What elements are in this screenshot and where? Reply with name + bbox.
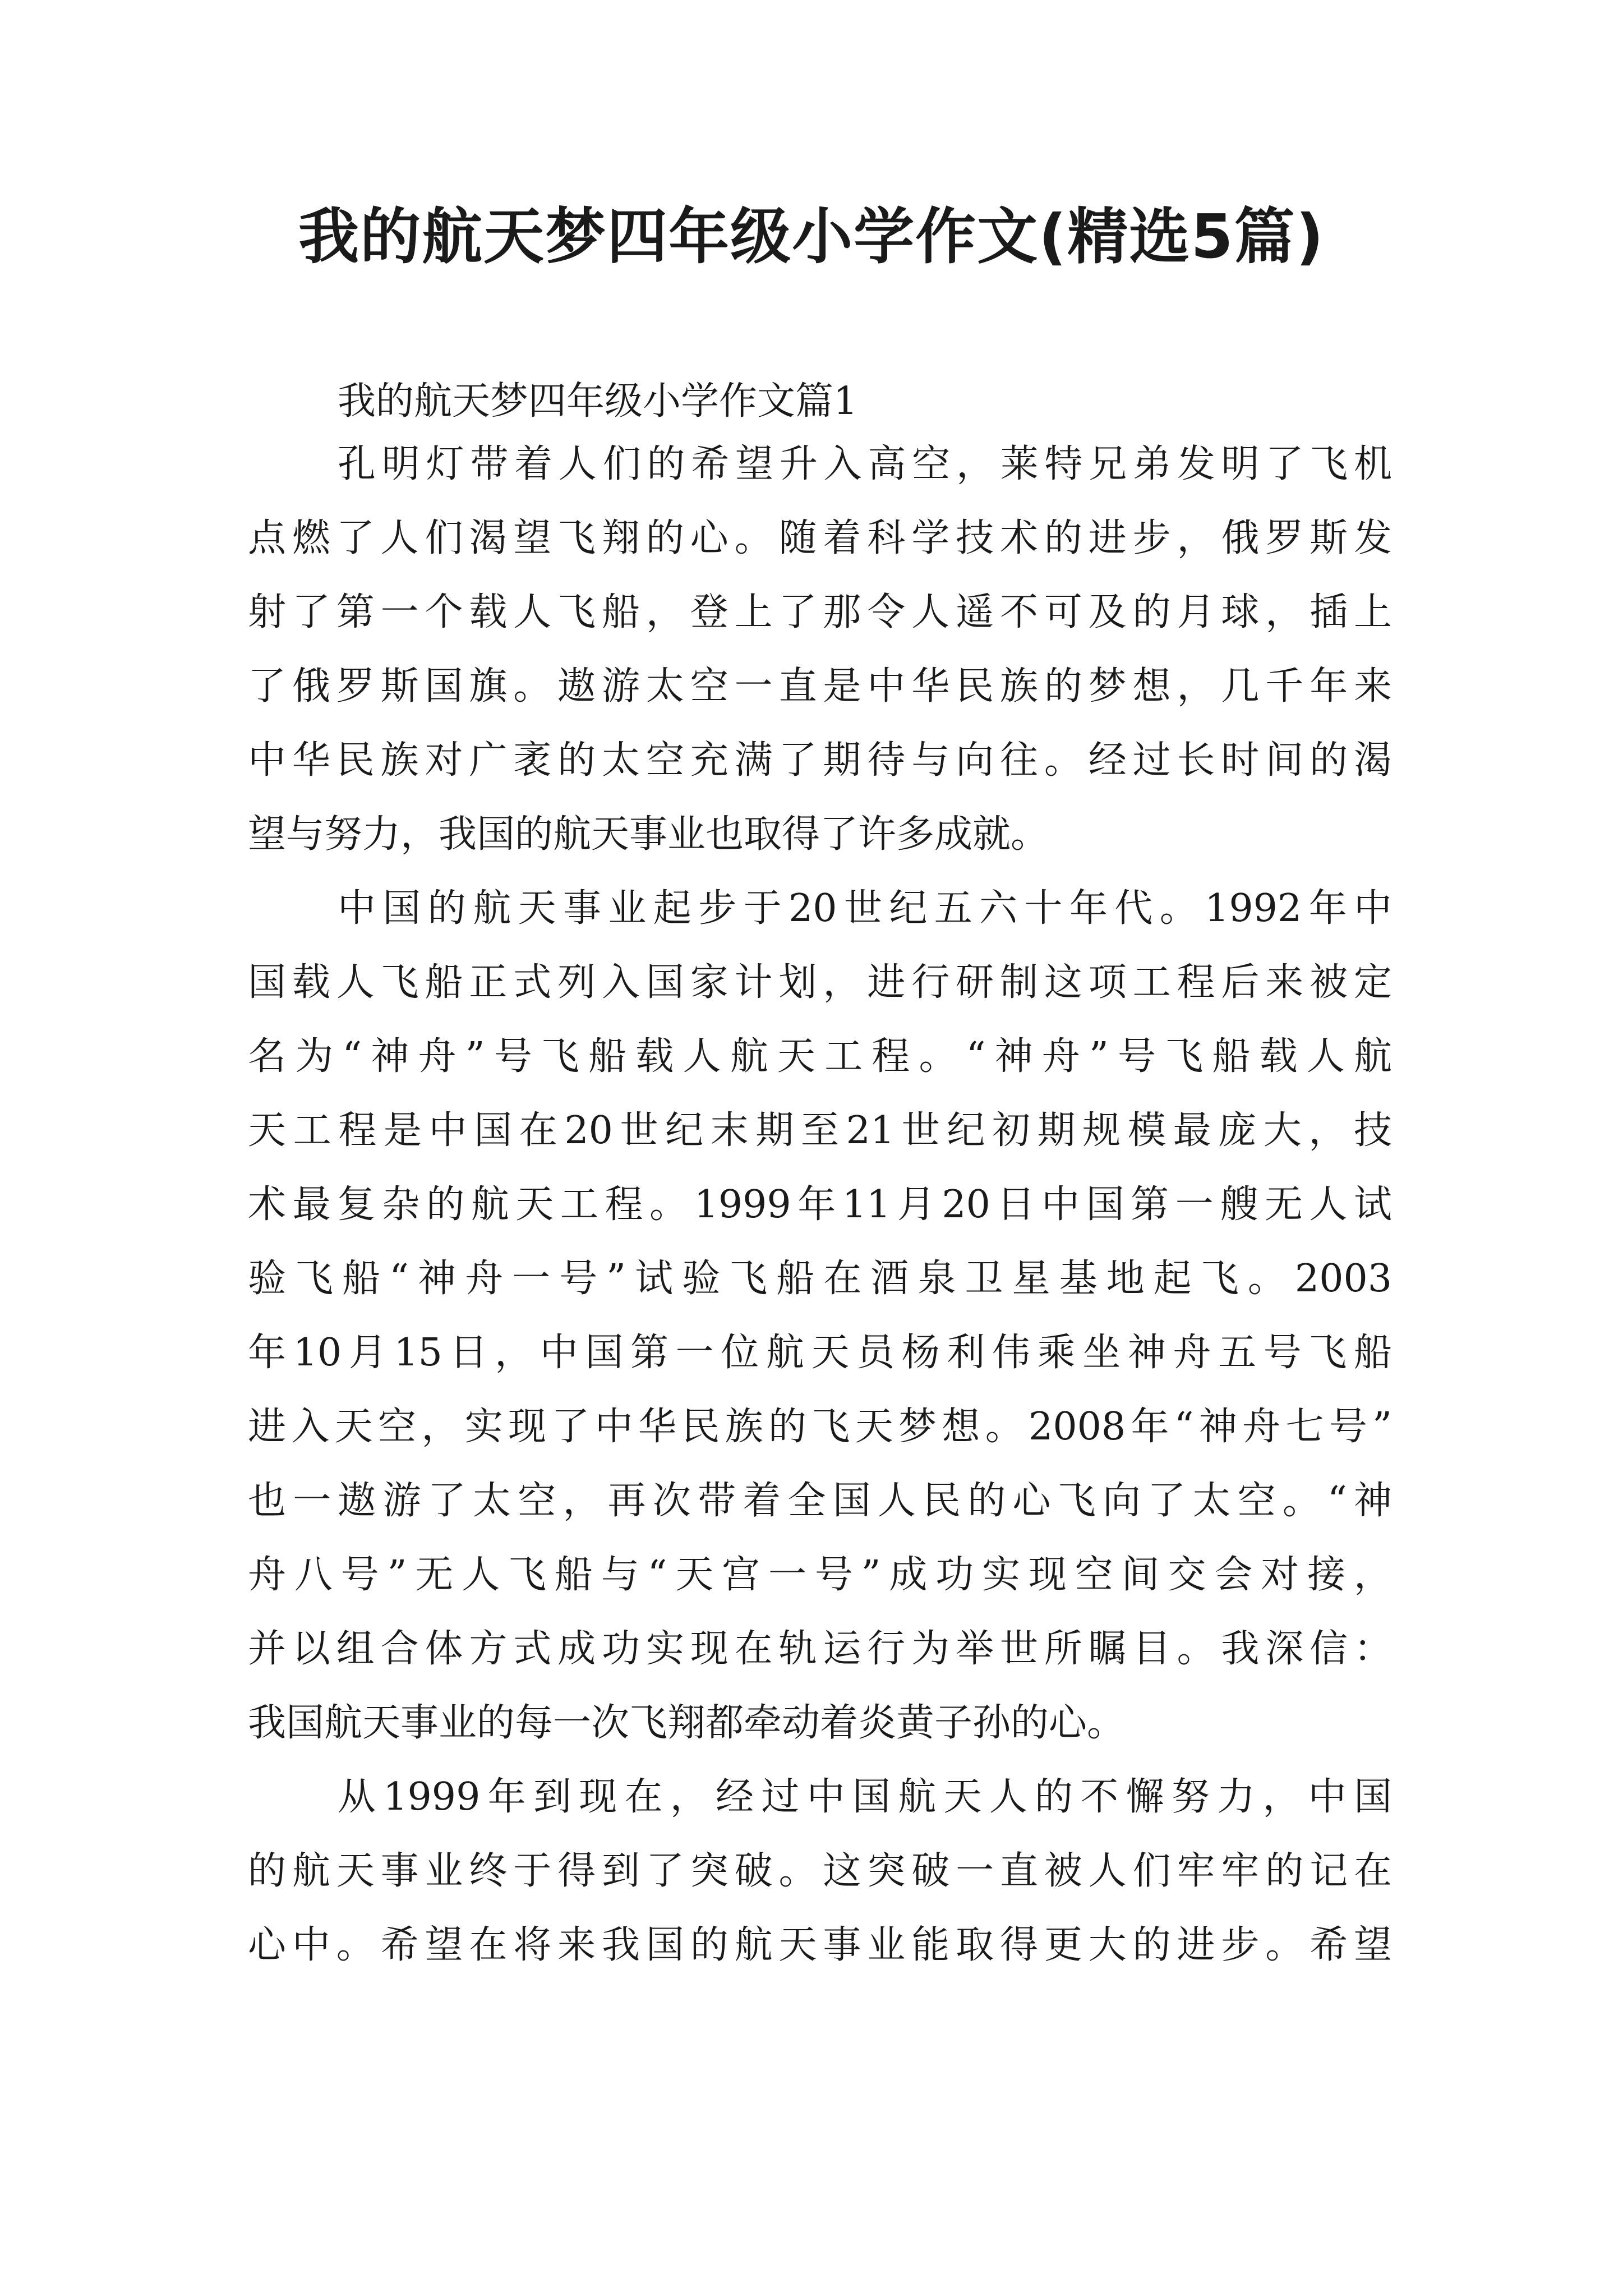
- text-line: 的航天事业终于得到了突破。这突破一直被人们牢牢的记在: [248, 1849, 1392, 1893]
- document-title: 我的航天梦四年级小学作文(精选5篇): [298, 202, 1325, 272]
- paragraph-3: [248, 1773, 1392, 1970]
- text-line: 名为“神舟”号飞船载人航天工程。“神舟”号飞船载人航: [248, 1034, 1392, 1079]
- section-heading: 我的航天梦四年级小学作文篇1: [338, 379, 858, 424]
- text-line: 点燃了人们渴望飞翔的心。随着科学技术的进步，俄罗斯发: [248, 516, 1392, 560]
- text-line: 并以组合体方式成功实现在轨运行为举世所瞩目。我深信：: [248, 1627, 1392, 1671]
- text-line: 验飞船“神舟一号”试验飞船在酒泉卫星基地起飞。2003: [248, 1257, 1392, 1301]
- document-body: [248, 377, 1392, 1995]
- text-line: 中华民族对广袤的太空充满了期待与向往。经过长时间的渴: [248, 738, 1392, 783]
- text-line: 从1999年到现在，经过中国航天人的不懈努力，中国: [338, 1775, 1392, 1819]
- text-line: 了俄罗斯国旗。遨游太空一直是中华民族的梦想，几千年来: [248, 664, 1392, 708]
- text-line: 天工程是中国在20世纪末期至21世纪初期规模最庞大，技: [248, 1108, 1392, 1153]
- text-line: 舟八号”无人飞船与“天宫一号”成功实现空间交会对接，: [248, 1553, 1392, 1597]
- text-line: 术最复杂的航天工程。1999年11月20日中国第一艘无人试: [248, 1182, 1392, 1227]
- paragraph-1: [248, 440, 1392, 859]
- text-line: 孔明灯带着人们的希望升入高空，莱特兄弟发明了飞机: [338, 442, 1392, 486]
- text-line: 年10月15日，中国第一位航天员杨利伟乘坐神舟五号飞船: [248, 1331, 1392, 1375]
- text-line: 我国航天事业的每一次飞翔都牵动着炎黄子孙的心。: [248, 1701, 1126, 1745]
- text-line: 望与努力，我国的航天事业也取得了许多成就。: [248, 812, 1049, 857]
- text-line: 国载人飞船正式列入国家计划，进行研制这项工程后来被定: [248, 960, 1392, 1005]
- text-line: 也一遨游了太空，再次带着全国人民的心飞向了太空。“神: [248, 1479, 1392, 1523]
- paragraph-2: [248, 884, 1392, 1748]
- text-line: 中国的航天事业起步于20世纪五六十年代。1992年中: [338, 886, 1392, 931]
- text-line: 射了第一个载人飞船，登上了那令人遥不可及的月球，插上: [248, 590, 1392, 634]
- text-line: 进入天空，实现了中华民族的飞天梦想。2008年“神舟七号”: [248, 1405, 1392, 1449]
- text-line: 心中。希望在将来我国的航天事业能取得更大的进步。希望: [248, 1923, 1392, 1967]
